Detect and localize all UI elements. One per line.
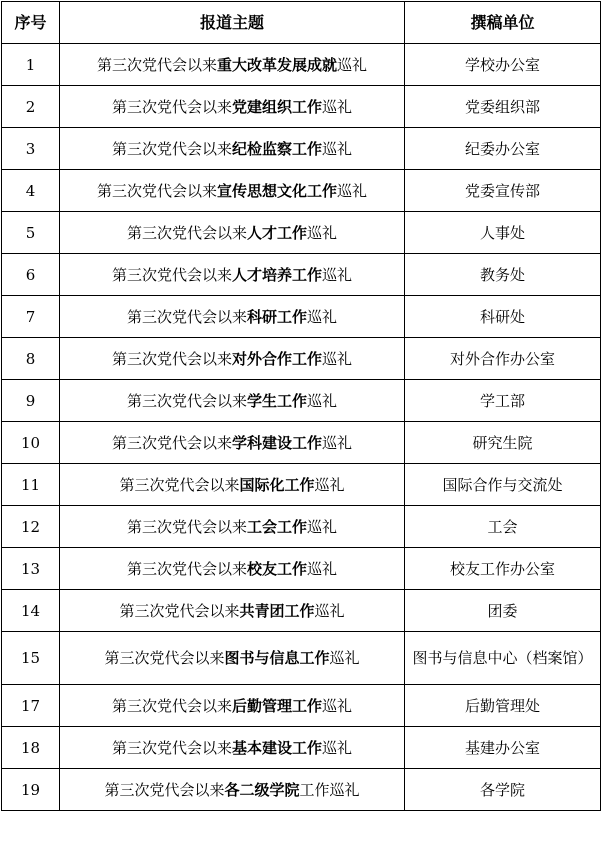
table-row (2, 727, 601, 769)
unit-cell: 基建办公室 (405, 727, 601, 769)
topic-suffix: 巡礼 (322, 265, 353, 284)
header-unit: 撰稿单位 (405, 2, 601, 44)
row-number: 1 (2, 44, 60, 86)
table-row (2, 128, 601, 170)
topic-emphasis: 国际化工作 (239, 475, 315, 494)
topic-suffix: 巡礼 (307, 559, 338, 578)
topic-cell (60, 632, 405, 685)
topic-suffix: 巡礼 (337, 55, 368, 74)
row-number: 4 (2, 170, 60, 212)
table-row (2, 44, 601, 86)
table-row (2, 769, 601, 811)
topic-emphasis: 图书与信息工作 (224, 649, 330, 667)
row-number: 18 (2, 727, 60, 769)
topic-prefix: 第三次党代会以来 (111, 265, 232, 284)
row-number: 5 (2, 212, 60, 254)
unit-cell: 对外合作办公室 (405, 338, 601, 380)
table-row (2, 254, 601, 296)
topic-suffix: 巡礼 (307, 517, 338, 536)
topic-emphasis: 工会工作 (246, 517, 307, 536)
topic-emphasis: 各二级学院 (224, 780, 300, 799)
table-row (2, 464, 601, 506)
topic-cell (60, 769, 405, 811)
unit-cell: 国际合作与交流处 (405, 464, 601, 506)
row-number: 6 (2, 254, 60, 296)
table-row (2, 338, 601, 380)
topic-prefix: 第三次党代会以来 (111, 97, 232, 116)
table-row (2, 296, 601, 338)
table-row (2, 506, 601, 548)
topic-cell (60, 506, 405, 548)
topic-suffix: 工作巡礼 (299, 780, 360, 799)
topic-cell (60, 254, 405, 296)
topic-cell (60, 44, 405, 86)
unit-cell: 各学院 (405, 769, 601, 811)
topic-suffix: 巡礼 (307, 307, 338, 326)
topic-prefix: 第三次党代会以来 (111, 433, 232, 452)
topic-emphasis: 党建组织工作 (231, 97, 322, 116)
table-row (2, 212, 601, 254)
unit-cell: 纪委办公室 (405, 128, 601, 170)
topic-suffix: 巡礼 (322, 139, 353, 158)
topic-prefix: 第三次党代会以来 (111, 349, 232, 368)
topic-emphasis: 学科建设工作 (231, 433, 322, 452)
topic-suffix: 巡礼 (307, 223, 338, 242)
topic-cell (60, 296, 405, 338)
topic-prefix: 第三次党代会以来 (111, 738, 232, 757)
unit-cell: 后勤管理处 (405, 685, 601, 727)
topic-suffix: 巡礼 (322, 349, 353, 368)
topic-prefix: 第三次党代会以来 (96, 181, 217, 200)
topic-cell (60, 128, 405, 170)
topic-prefix: 第三次党代会以来 (104, 649, 225, 667)
row-number: 3 (2, 128, 60, 170)
row-number: 7 (2, 296, 60, 338)
topic-cell (60, 548, 405, 590)
topic-cell (60, 380, 405, 422)
topic-emphasis: 对外合作工作 (231, 349, 322, 368)
row-number: 17 (2, 685, 60, 727)
topic-suffix: 巡礼 (329, 649, 360, 667)
header-no: 序号 (2, 2, 60, 44)
topic-prefix: 第三次党代会以来 (96, 55, 217, 74)
report-topics-table (1, 1, 601, 811)
topic-prefix: 第三次党代会以来 (126, 307, 247, 326)
table-row (2, 632, 601, 685)
topic-prefix: 第三次党代会以来 (126, 223, 247, 242)
unit-cell: 教务处 (405, 254, 601, 296)
row-number: 11 (2, 464, 60, 506)
row-number: 14 (2, 590, 60, 632)
row-number: 10 (2, 422, 60, 464)
topic-prefix: 第三次党代会以来 (104, 780, 225, 799)
topic-suffix: 巡礼 (337, 181, 368, 200)
topic-emphasis: 重大改革发展成就 (216, 55, 337, 74)
topic-emphasis: 学生工作 (246, 391, 307, 410)
topic-emphasis: 基本建设工作 (231, 738, 322, 757)
topic-suffix: 巡礼 (322, 738, 353, 757)
topic-prefix: 第三次党代会以来 (111, 696, 232, 715)
unit-cell: 学工部 (405, 380, 601, 422)
table-row (2, 548, 601, 590)
topic-cell (60, 727, 405, 769)
topic-prefix: 第三次党代会以来 (119, 475, 240, 494)
topic-emphasis: 后勤管理工作 (231, 696, 322, 715)
topic-prefix: 第三次党代会以来 (126, 517, 247, 536)
table-row (2, 380, 601, 422)
topic-emphasis: 人才培养工作 (231, 265, 322, 284)
topic-suffix: 巡礼 (322, 433, 353, 452)
table-row (2, 86, 601, 128)
row-number: 13 (2, 548, 60, 590)
table-row (2, 422, 601, 464)
row-number: 12 (2, 506, 60, 548)
header-topic: 报道主题 (60, 2, 405, 44)
topic-cell (60, 212, 405, 254)
row-number: 2 (2, 86, 60, 128)
unit-cell: 学校办公室 (405, 44, 601, 86)
table-row (2, 685, 601, 727)
topic-emphasis: 共青团工作 (239, 601, 315, 620)
row-number: 19 (2, 769, 60, 811)
topic-emphasis: 宣传思想文化工作 (216, 181, 337, 200)
topic-prefix: 第三次党代会以来 (119, 601, 240, 620)
topic-emphasis: 科研工作 (246, 307, 307, 326)
topic-emphasis: 校友工作 (246, 559, 307, 578)
unit-cell: 党委组织部 (405, 86, 601, 128)
topic-emphasis: 纪检监察工作 (231, 139, 322, 158)
topic-cell (60, 464, 405, 506)
table-row (2, 170, 601, 212)
topic-suffix: 巡礼 (307, 391, 338, 410)
unit-cell: 校友工作办公室 (405, 548, 601, 590)
topic-suffix: 巡礼 (314, 601, 345, 620)
unit-cell: 团委 (405, 590, 601, 632)
unit-cell: 工会 (405, 506, 601, 548)
topic-suffix: 巡礼 (322, 696, 353, 715)
unit-cell: 党委宣传部 (405, 170, 601, 212)
unit-cell: 图书与信息中心（档案馆） (405, 632, 601, 685)
row-number: 8 (2, 338, 60, 380)
unit-cell: 人事处 (405, 212, 601, 254)
topic-prefix: 第三次党代会以来 (126, 391, 247, 410)
topic-cell (60, 86, 405, 128)
topic-cell (60, 685, 405, 727)
topic-emphasis: 人才工作 (246, 223, 307, 242)
unit-cell: 研究生院 (405, 422, 601, 464)
topic-cell (60, 338, 405, 380)
unit-cell: 科研处 (405, 296, 601, 338)
table-row (2, 590, 601, 632)
row-number: 9 (2, 380, 60, 422)
topic-suffix: 巡礼 (314, 475, 345, 494)
topic-suffix: 巡礼 (322, 97, 353, 116)
topic-prefix: 第三次党代会以来 (126, 559, 247, 578)
topic-cell (60, 170, 405, 212)
header-row (2, 2, 601, 44)
topic-cell (60, 590, 405, 632)
topic-prefix: 第三次党代会以来 (111, 139, 232, 158)
row-number: 15 (2, 632, 60, 685)
topic-cell (60, 422, 405, 464)
